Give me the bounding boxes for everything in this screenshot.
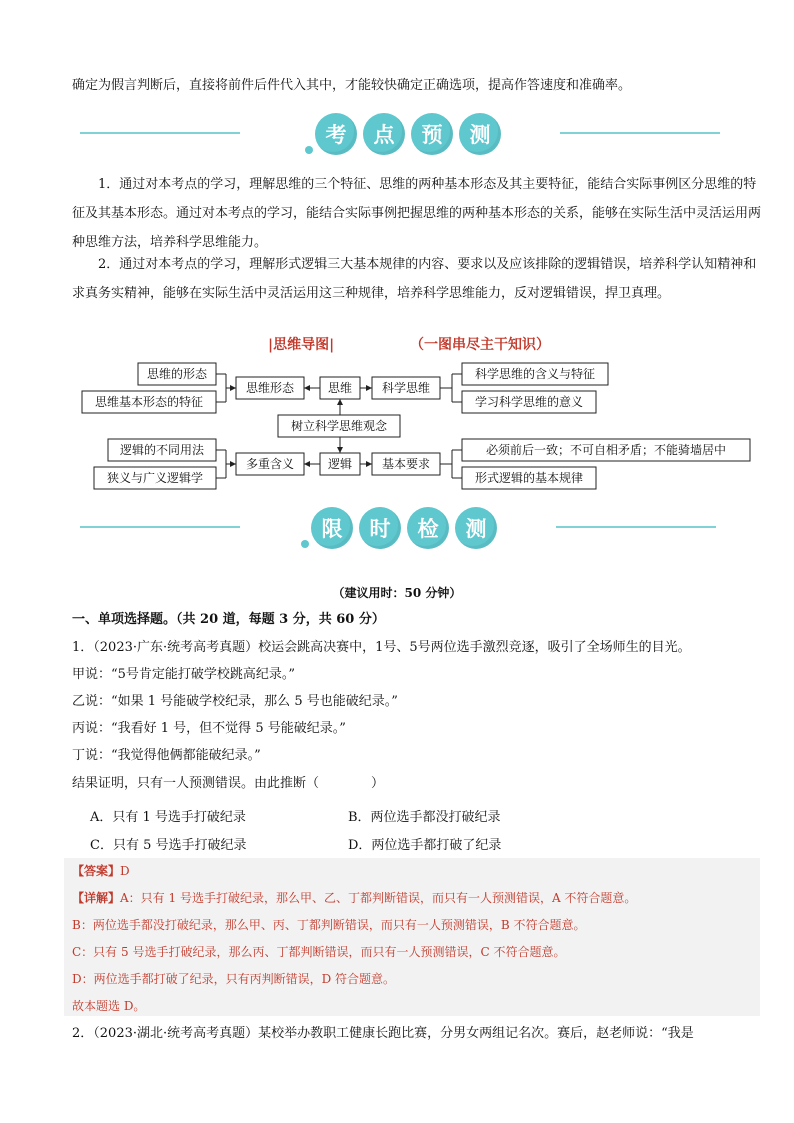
mindmap-diagram <box>0 355 794 495</box>
node-narrow-broad: 狭义与广义逻辑学 <box>106 471 204 485</box>
node-sci-meaning: 科学思维的含义与特征 <box>474 367 596 381</box>
suggest-time: （建议用时：50 分钟） <box>332 586 462 600</box>
node-learn-sci: 学习科学思维的意义 <box>474 395 584 409</box>
q1-result: 结果证明，只有一人预测错误。由此推断（ ） <box>72 776 385 791</box>
intro-line: 确定为假言判断后，直接将前件后件代入其中，才能较快确定正确选项，提高作答速度和准确率。 <box>72 78 632 93</box>
banner-char: 检 <box>407 507 449 549</box>
banner-char: 测 <box>459 113 501 155</box>
node-basic-req: 基本要求 <box>381 457 431 471</box>
banner-line-right <box>560 132 720 134</box>
q1-detail-c: C：只有 5 号选手打破纪录，那么丙、丁都判断错误，而只有一人预测错误，C 不符合题意。 <box>72 945 566 959</box>
node-logic-usage: 逻辑的不同用法 <box>119 443 205 457</box>
q1-stem: 1．（2023·广东·统考高考真题）校运会跳高决赛中，1号、5号两位选手激烈竞逐，吸引了全场师生的目光。 <box>72 640 691 655</box>
q1-option-b: B．两位选手都没打破纪录 <box>348 810 501 825</box>
node-thinking-form: 思维形态 <box>245 381 295 395</box>
q1-option-a: A．只有 1 号选手打破纪录 <box>90 810 246 825</box>
node-form-thinking: 思维的形态 <box>146 367 208 381</box>
node-thinking: 思维 <box>327 381 353 395</box>
forecast-item-2: 2．通过对本考点的学习，理解形式逻辑三大基本规律的内容、要求以及应该排除的逻辑错误，培养科学认知精神和求真务实精神，能够在实际生活中灵活运用这三种规律，培养科学思维能力，反对逻辑错误，捍卫真理。 <box>72 257 757 301</box>
mindmap-subtitle: （一图串尽主干知识） <box>410 337 550 353</box>
q1-answer <box>72 861 762 881</box>
node-consistency: 必须前后一致；不可自相矛盾；不能骑墙居中 <box>485 443 727 457</box>
banner-line-right <box>556 526 716 528</box>
section-title: 一、单项选择题。（共 20 道，每题 3 分，共 60 分） <box>72 612 385 627</box>
q1-detail-d: D：两位选手都打破了纪录，只有丙判断错误，D 符合题意。 <box>72 972 396 986</box>
node-sci-thinking: 科学思维 <box>381 381 431 395</box>
q1-yi: 乙说：“如果 1 号能破学校纪录，那么 5 号也能破纪录。” <box>72 694 398 709</box>
q2-stem: 2．（2023·湖北·统考高考真题）某校举办教职工健康长跑比赛，分男女两组记名次。赛后，赵老师说：“我是 <box>72 1026 694 1041</box>
q1-conclusion: 故本题选 D。 <box>72 999 146 1013</box>
q1-detail-a: 【详解】A：只有 1 号选手打破纪录，那么甲、乙、丁都判断错误，而只有一人预测错误，A 不符合题意。 <box>72 891 637 905</box>
forecast-item-1: 1．通过对本考点的学习，理解思维的三个特征、思维的两种基本形态及其主要特征，能结合实际事例区分思维的特征及其基本形态。通过对本考点的学习，能结合实际事例把握思维的两种基本形态的关系，能够在实际生活中灵活运用两种思维方法，培养科学思维能力。 <box>72 177 762 250</box>
q1-jia: 甲说：“5号肯定能打破学校跳高纪录。” <box>72 667 296 682</box>
banner-char: 测 <box>455 507 497 549</box>
q1-bing: 丙说：“我看好 1 号，但不觉得 5 号能破纪录。” <box>72 721 346 736</box>
answer-block <box>64 858 760 1016</box>
banner-char: 限 <box>311 507 353 549</box>
banner-line-left <box>80 132 240 134</box>
banner-dot <box>305 146 313 154</box>
banner-dot <box>301 540 309 548</box>
banner-char: 预 <box>411 113 453 155</box>
banner-char: 考 <box>315 113 357 155</box>
detail-label: 【详解】 <box>72 891 121 905</box>
q1-detail-b: B：两位选手都没打破纪录，那么甲、丙、丁都判断错误，而只有一人预测错误，B 不符合题意。 <box>72 918 586 932</box>
banner-char: 点 <box>363 113 405 155</box>
node-basic-form: 思维基本形态的特征 <box>94 395 204 409</box>
banner-line-left <box>80 526 240 528</box>
q1-option-d: D．两位选手都打破了纪录 <box>348 838 502 853</box>
node-establish: 树立科学思维观念 <box>290 419 388 433</box>
node-logic: 逻辑 <box>327 457 353 471</box>
answer-label: 【答案】 <box>72 864 121 878</box>
q1-option-c: C．只有 5 号选手打破纪录 <box>90 838 247 853</box>
node-formal-rules: 形式逻辑的基本规律 <box>474 471 584 485</box>
mindmap-title: |思维导图| <box>268 337 335 353</box>
banner-char: 时 <box>359 507 401 549</box>
q1-ding: 丁说：“我觉得他俩都能破纪录。” <box>72 748 261 763</box>
answer-value: D <box>120 864 130 878</box>
node-multi-meaning: 多重含义 <box>245 457 295 471</box>
